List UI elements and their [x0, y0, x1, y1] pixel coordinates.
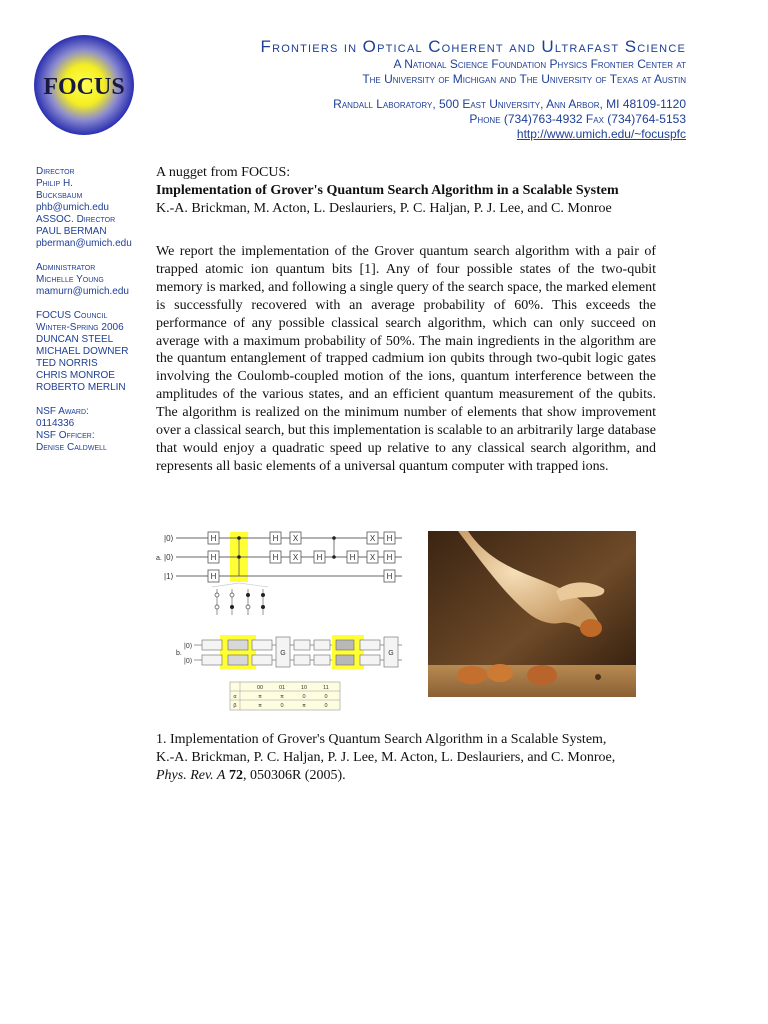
staff-sidebar: [36, 166, 148, 454]
panel-label-b: b.: [176, 650, 182, 657]
nugget-authors: K.-A. Brickman, M. Acton, L. Deslauriers, P. C. Haljan, P. J. Lee, and C. Monroe: [156, 201, 612, 216]
svg-text:X: X: [369, 553, 376, 562]
director-email[interactable]: phb@umich.edu: [36, 202, 109, 213]
svg-text:H: H: [210, 534, 217, 543]
svg-text:β: β: [233, 703, 237, 709]
focus-logo: [33, 34, 135, 136]
website-link[interactable]: http://www.umich.edu/~focuspfc: [516, 127, 686, 141]
council-member: TED NORRIS: [36, 358, 98, 369]
circuit-diagram: [156, 527, 408, 711]
svg-text:X: X: [369, 534, 376, 543]
ket-label: |0⟩: [164, 534, 174, 543]
reference-title: 1. Implementation of Grover's Quantum Search Algorithm in a Scalable System,: [156, 732, 607, 747]
page-header: [126, 38, 686, 142]
director-name-last: Bucksbaum: [36, 190, 83, 201]
nugget-intro: A nugget from FOCUS:: [156, 165, 291, 180]
center-title: Frontiers in Optical Coherent and Ultrafast Science: [260, 37, 686, 56]
council-label: FOCUS Council: [36, 310, 108, 321]
svg-text:H: H: [272, 534, 279, 543]
svg-text:G: G: [388, 650, 394, 657]
svg-text:00: 00: [256, 685, 264, 691]
reference-volume: 72: [228, 768, 243, 783]
nsf-officer-name: Denise Caldwell: [36, 442, 107, 453]
director-label: Director: [36, 166, 75, 177]
nsf-award-label: NSF Award:: [36, 406, 89, 417]
focus-logo-graphic: [33, 34, 135, 136]
svg-text:α: α: [233, 694, 237, 700]
reference-authors: K.-A. Brickman, P. C. Haljan, P. J. Lee, M. Acton, L. Deslauriers, and C. Monroe,: [156, 750, 616, 765]
svg-text:G: G: [280, 650, 286, 657]
nsf-officer-label: NSF Officer:: [36, 430, 95, 441]
svg-text:X: X: [292, 534, 299, 543]
svg-text:H: H: [272, 553, 279, 562]
svg-text:H: H: [210, 553, 217, 562]
council-member: ROBERTO MERLIN: [36, 382, 126, 393]
assoc-director-name: PAUL BERMAN: [36, 226, 107, 237]
council-term: Winter-Spring 2006: [36, 322, 124, 333]
svg-text:H: H: [386, 553, 393, 562]
nsf-award-number: 0114336: [36, 418, 75, 429]
administrator-email[interactable]: mamurn@umich.edu: [36, 286, 129, 297]
phone-fax-line: Phone (734)763-4932 Fax (734)764-5153: [469, 112, 686, 126]
circuit-figure: [156, 527, 408, 711]
ket-label: |1⟩: [164, 572, 174, 581]
svg-text:H: H: [349, 553, 356, 562]
svg-text:π: π: [302, 703, 306, 709]
universities-line: The University of Michigan and The University of Texas at Austin: [362, 72, 686, 86]
nugget-body: [156, 164, 656, 476]
center-affiliation: A National Science Foundation Physics Frontier Center at: [393, 57, 686, 71]
nugget-title: Implementation of Grover's Quantum Search Algorithm in a Scalable System: [156, 183, 619, 198]
svg-text:H: H: [386, 572, 393, 581]
address-line: Randall Laboratory, 500 East University, Ann Arbor, MI 48109-1120: [333, 97, 686, 111]
svg-text:H: H: [316, 553, 323, 562]
svg-text:0: 0: [324, 694, 328, 700]
administrator-name: Michelle Young: [36, 274, 104, 285]
svg-text:H: H: [210, 572, 217, 581]
svg-text:π: π: [280, 694, 284, 700]
svg-text:01: 01: [278, 685, 286, 691]
nugget-abstract: We report the implementation of the Grover quantum search algorithm with a pair of trapped atomic ion quantum bits [1]. Any of four possible states of the two-qubit memory is marked, and following a single query of the search space, the marked element is successfully recovered with an average probability of 60%. This exceeds the performance of any possible classical search algorithm, which can only succeed on average with a maximum probability of 50%. The main ingredients in the algorithm are the quantum entanglement of trapped cadmium ion qubits through two-qubit logic gates involving the Coulomb-coupled motion of the ions, quantum interference between the amplitudes of the various states, and an efficient quantum measurement of the qubits. The algorithm is realized on the minimum number of elements that show improvement over a classical search, but this implementation is scalable to an arbitrarily large database that would enjoy a quadratic speed up relative to any classical search algorithm, and represents all basic elements of a universal quantum computer with trapped ions.: [156, 244, 656, 474]
svg-text:|0⟩: |0⟩: [184, 658, 193, 665]
logo-text: FOCUS: [43, 74, 125, 100]
svg-text:|0⟩: |0⟩: [184, 643, 193, 650]
svg-text:π: π: [258, 703, 262, 709]
reference-journal: Phys. Rev. A: [156, 768, 226, 783]
council-member: CHRIS MONROE: [36, 370, 115, 381]
assoc-director-email[interactable]: pberman@umich.edu: [36, 238, 132, 249]
assoc-director-label: ASSOC. Director: [36, 214, 116, 225]
svg-text:11: 11: [323, 685, 329, 691]
svg-text:0: 0: [302, 694, 306, 700]
svg-text:0: 0: [280, 703, 284, 709]
hand-walnut-illustration: [428, 531, 636, 697]
svg-text:π: π: [258, 694, 262, 700]
svg-text:X: X: [292, 553, 299, 562]
svg-text:H: H: [386, 534, 393, 543]
svg-text:0: 0: [324, 703, 328, 709]
reference-citation: [156, 767, 676, 785]
reference-list: [156, 731, 676, 785]
shell-game-photo: [428, 531, 636, 697]
reference-pages: , 050306R (2005).: [242, 768, 346, 783]
panel-label-a: a.: [156, 555, 162, 562]
administrator-label: Administrator: [36, 262, 96, 273]
ket-label: |0⟩: [164, 553, 174, 562]
council-member: DUNCAN STEEL: [36, 334, 114, 345]
director-name-first: Philip H.: [36, 178, 73, 189]
svg-text:10: 10: [300, 685, 308, 691]
council-member: MICHAEL DOWNER: [36, 346, 129, 357]
